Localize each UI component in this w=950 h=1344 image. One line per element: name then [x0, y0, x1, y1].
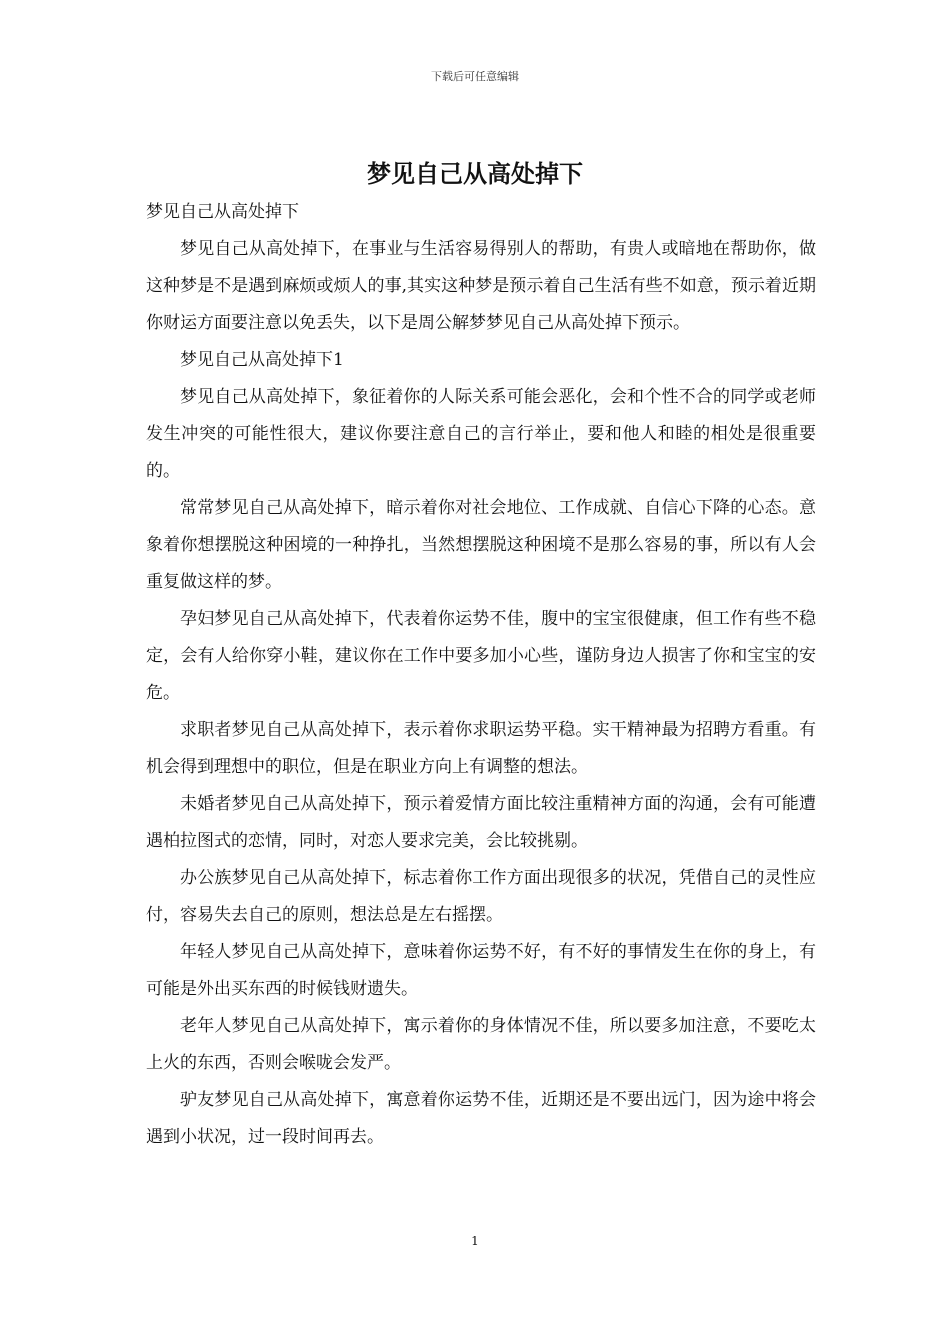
- body-paragraph: 梦见自己从高处掉下，象征着你的人际关系可能会恶化，会和个性不合的同学或老师发生冲突的可能性很大，建议你要注意自己的言行举止，要和他人和睦的相处是很重要的。: [146, 387, 816, 481]
- body-paragraph: 未婚者梦见自己从高处掉下，预示着爱情方面比较注重精神方面的沟通，会有可能遭遇柏拉图式的恋情，同时，对恋人要求完美，会比较挑剔。: [146, 794, 816, 851]
- body-paragraph: 常常梦见自己从高处掉下，暗示着你对社会地位、工作成就、自信心下降的心态。意象着你想摆脱这种困境的一种挣扎，当然想摆脱这种困境不是那么容易的事，所以有人会重复做这样的梦。: [146, 498, 816, 592]
- section-heading: 梦见自己从高处掉下1: [180, 350, 344, 370]
- body-paragraph: 办公族梦见自己从高处掉下，标志着你工作方面出现很多的状况，凭借自己的灵性应付，容易失去自己的原则，想法总是左右摇摆。: [146, 868, 816, 925]
- body-paragraph: 孕妇梦见自己从高处掉下，代表着你运势不佳，腹中的宝宝很健康，但工作有些不稳定，会有人给你穿小鞋，建议你在工作中要多加小心些，谨防身边人损害了你和宝宝的安危。: [146, 609, 816, 703]
- body-paragraph: 年轻人梦见自己从高处掉下，意味着你运势不好，有不好的事情发生在你的身上，有可能是外出买东西的时候钱财遗失。: [146, 942, 816, 999]
- document-subtitle: 梦见自己从高处掉下: [146, 202, 299, 222]
- document-body: [146, 194, 816, 1156]
- page-header-note: 下载后可任意编辑: [431, 70, 519, 83]
- body-paragraph: 老年人梦见自己从高处掉下，寓示着你的身体情况不佳，所以要多加注意，不要吃太上火的东西，否则会喉咙会发严。: [146, 1016, 816, 1073]
- body-paragraph: 求职者梦见自己从高处掉下，表示着你求职运势平稳。实干精神最为招聘方看重。有机会得到理想中的职位，但是在职业方向上有调整的想法。: [146, 720, 816, 777]
- page-number: 1: [471, 1234, 479, 1248]
- intro-paragraph: 梦见自己从高处掉下，在事业与生活容易得别人的帮助，有贵人或暗地在帮助你，做这种梦是不是遇到麻烦或烦人的事,其实这种梦是预示着自己生活有些不如意，预示着近期你财运方面要注意以免丢失，以下是周公解梦梦见自己从高处掉下预示。: [146, 239, 816, 333]
- document-title: 梦见自己从高处掉下: [367, 159, 583, 188]
- body-paragraph: 驴友梦见自己从高处掉下，寓意着你运势不佳，近期还是不要出远门，因为途中将会遇到小状况，过一段时间再去。: [146, 1090, 816, 1147]
